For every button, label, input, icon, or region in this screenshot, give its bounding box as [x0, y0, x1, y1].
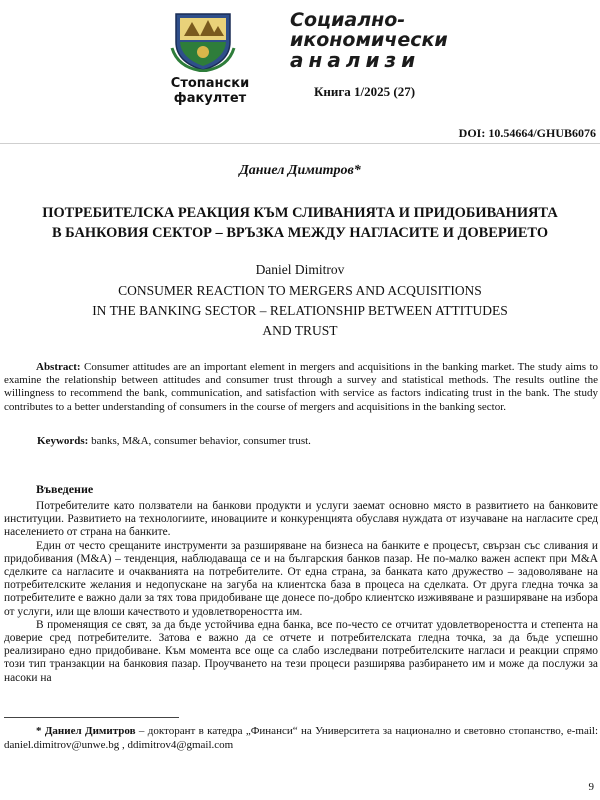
journal-title-line-3: анализи: [290, 48, 421, 72]
university-seal-logo: [170, 8, 236, 72]
article-title-en: [0, 281, 600, 341]
keywords: [37, 435, 311, 447]
footnote-divider: [4, 717, 179, 718]
keywords-text: banks, M&A, consumer behavior, consumer trust.: [91, 435, 311, 447]
faculty-line-2: факултет: [173, 91, 247, 106]
page-number: 9: [588, 781, 594, 793]
author-name-bg: Даниел Димитров*: [239, 163, 361, 178]
footnote-text: – докторант в катедра „Финанси“ на Университета за национално и световно стопанство, e-mail: daniel.dimitrov@unwe.bg , ddimitrov4@gmail.com: [4, 725, 598, 751]
article-title-bg: [0, 203, 600, 243]
faculty-line-1: Стопански: [170, 76, 250, 91]
title-en-line-1: CONSUMER REACTION TO MERGERS AND ACQUISITIONS: [118, 283, 482, 298]
title-en-line-3: AND TRUST: [262, 323, 338, 338]
issue-number: Книга 1/2025 (27): [314, 84, 416, 99]
title-bg-line-2: В БАНКОВИЯ СЕКТОР – ВРЪЗКА МЕЖДУ НАГЛАСИТЕ И ДОВЕРИЕТО: [51, 225, 549, 241]
author-name-en: Daniel Dimitrov: [255, 262, 345, 277]
body-text: [4, 500, 598, 685]
title-en-line-2: IN THE BANKING SECTOR – RELATIONSHIP BETWEEN ATTITUDES: [92, 303, 508, 318]
journal-title: [290, 10, 460, 70]
paragraph: В променящия се свят, за да бъде устойчива една банка, все по-често се отчитат удовлетвореността и степента на доверие сред потребителите. Затова е важно да се отчете и потребителската гледна точка, за да бъде успешно реализирано едно придобиване. Към момента все още са слабо изследвани потребителските нагласи и реакции спрямо този тип транзакции на банковия пазар. Проучването на тези процеси разширява разбирането им и може да послужи за насоки на: [4, 618, 598, 684]
footnote: [4, 724, 598, 752]
abstract-text: Consumer attitudes are an important element in mergers and acquisitions in the banking market. The study aims to examine the relationship between attitudes and consumer trust through a survey and statistical methods. The results outline the willingness to recommend the bank, communication, and satisfaction with service as factors indicating trust in the bank. The study contributes to a better understanding of consumers in the course of mergers and acquisitions in the banking sector.: [4, 361, 599, 413]
doi-link[interactable]: DOI: 10.54664/GHUB6076: [458, 126, 596, 140]
section-heading-introduction: Въведение: [36, 482, 94, 496]
footnote-author: * Даниел Димитров: [36, 725, 136, 737]
journal-title-line-2: икономически: [290, 29, 448, 51]
abstract: [4, 361, 598, 414]
paragraph: Един от често срещаните инструменти за разширяване на бизнеса на банките е процесът, свързан със сливания и придобивания (M&A) – тенденция, наблюдаваща се и на българския банков пазар. Не по-малко важен аспект при M&A сделките са нагласите и очакванията на потребителите. От една страна, за банката като дружество – задоволяване на потребителските желания и недопускане на загуба на клиентска база в процеса на сделката. От друга гледна точка за потребителите е важно дали за тях това придобиване ще донесе по-добро клиентско изживяване и разширяване на избора от услуги, или ще влоши качеството и удовлетвореността им.: [4, 539, 598, 618]
paragraph: Потребителите като ползватели на банкови продукти и услуги заемат основно място в развитието на банковите институции. Развитието на технологиите, иновациите и конкуренцията обуславя нуждата от изучаване на нагласите сред населението от страна на банките.: [4, 500, 598, 539]
journal-header: [0, 0, 600, 118]
abstract-label: Abstract:: [36, 361, 81, 373]
journal-title-line-1: Социално-: [290, 9, 406, 31]
faculty-name: [150, 76, 270, 106]
keywords-label: Keywords:: [37, 435, 89, 447]
title-bg-line-1: ПОТРЕБИТЕЛСКА РЕАКЦИЯ КЪМ СЛИВАНИЯТА И ПРИДОБИВАНИЯТА: [42, 205, 558, 221]
header-divider: [0, 143, 600, 144]
